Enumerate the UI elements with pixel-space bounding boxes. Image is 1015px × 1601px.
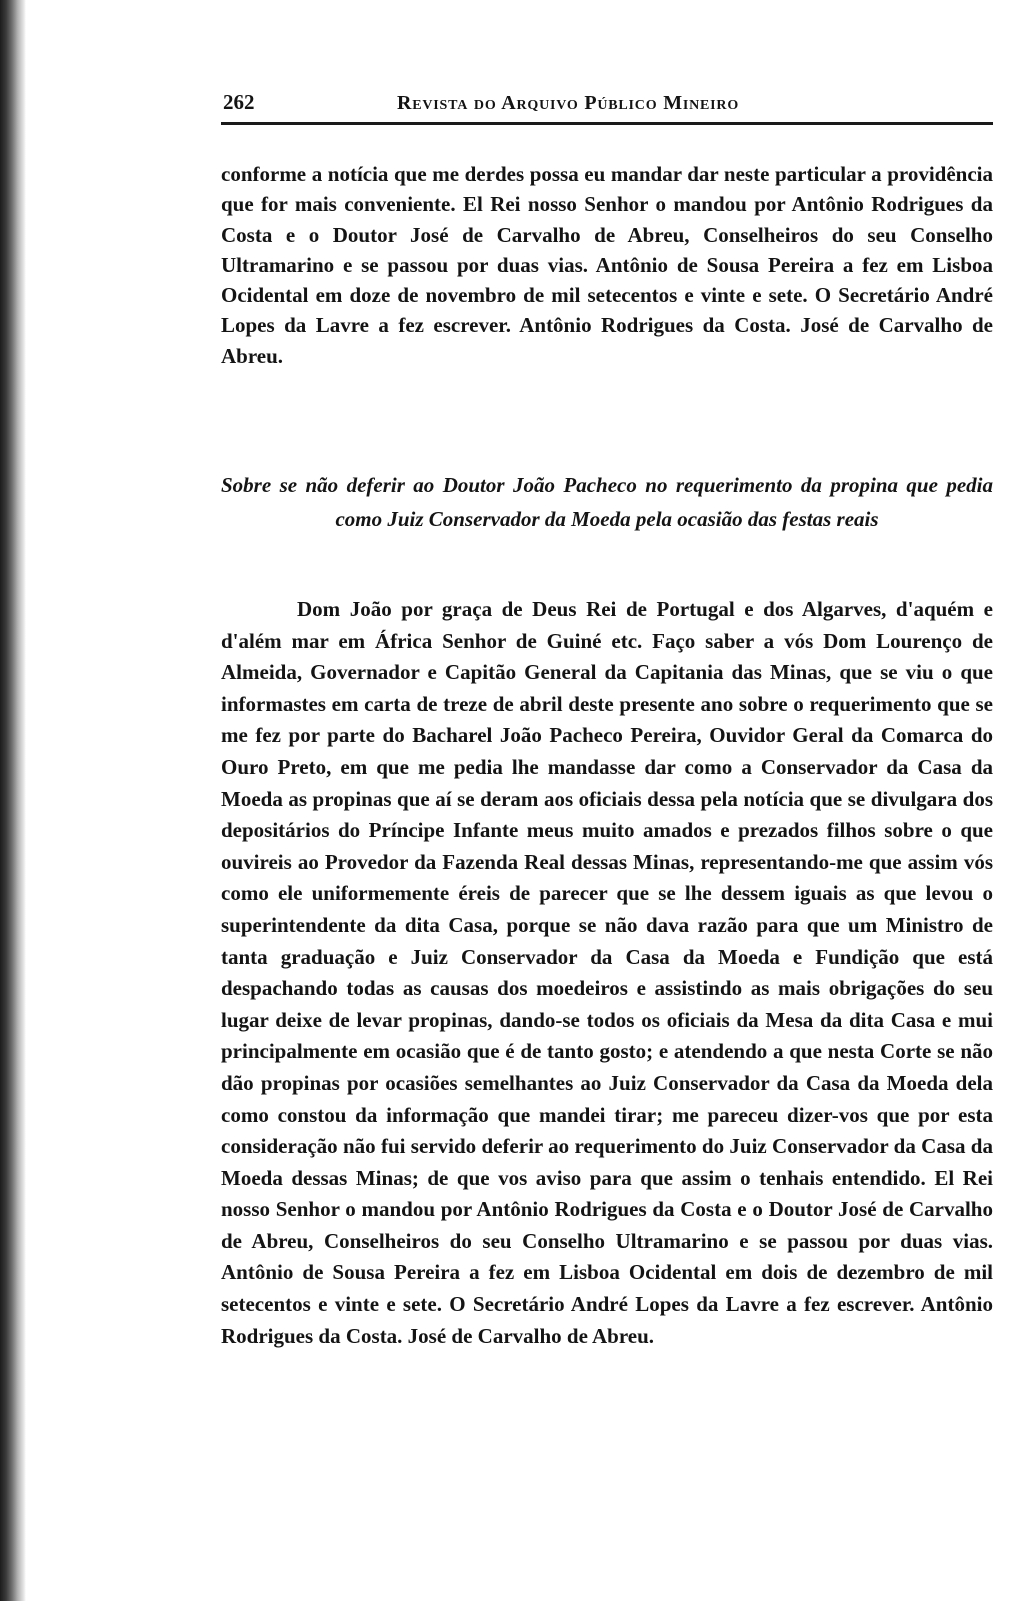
running-title: Revista do Arquivo Público Mineiro [397,92,740,114]
header-rule [221,122,993,125]
document-page [221,0,993,1601]
page-number: 262 [223,90,255,114]
letter-paragraph: Dom João por graça de Deus Rei de Portugal e dos Algarves, d'aquém e d'além mar em África Senhor de Guiné etc. Faço saber a vós Dom Lourenço de Almeida, Governador e Capitão General da Capitania das Minas, que se viu o que informastes em carta de treze de abril deste presente ano sobre o requerimento que se me fez por parte do Bacharel João Pacheco Pereira, Ouvidor Geral da Comarca do Ouro Preto, em que me pedia lhe mandasse dar como a Conservador da Casa da Moeda as propinas que aí se deram aos oficiais dessa pela notícia que se divulgara dos depositários do Príncipe Infante meus muito amados e prezados filhos sobre o que ouvireis ao Provedor da Fazenda Real dessas Minas, representando-me que assim vós como ele uniformemente éreis de parecer que se lhe dessem iguais as que levou o superintendente da dita Casa, porque se não dava razão para que um Ministro de tanta graduação e Juiz Conservador da Casa da Moeda e Fundição que está despachando todas as causas dos moedeiros e assistindo as mais obrigações do seu lugar deixe de levar propinas, dando-se todos os oficiais da Mesa da dita Casa e mui principalmente em ocasião que é de tanto gosto; e atendendo a que nesta Corte se não dão propinas por ocasiões semelhantes ao Juiz Conservador da Casa da Moeda dela como constou da informação que mandei tirar; me pareceu dizer-vos que por esta consideração não fui servido deferir ao requerimento do Juiz Conservador da Casa da Moeda dessas Minas; de que vos aviso para que assim o tenhais entendido. El Rei nosso Senhor o mandou por Antônio Rodrigues da Costa e o Doutor José de Carvalho de Abreu, Conselheiros do seu Conselho Ultramarino e se passou por duas vias. Antônio de Sousa Pereira a fez em Lisboa Ocidental em dois de dezembro de mil setecentos e vinte e sete. O Secretário André Lopes da Lavre a fez escrever. Antônio Rodrigues da Costa. José de Carvalho de Abreu. [221,597,993,1348]
section-title: Sobre se não deferir ao Doutor João Pacheco no requerimento da propina que pedia como Juiz Conservador da Moeda pela ocasião das festas reais [221,473,993,531]
book-spine-shadow [0,0,26,1601]
page-header [221,88,993,118]
continuation-paragraph: conforme a notícia que me derdes possa eu mandar dar neste particular a providência que for mais conveniente. El Rei nosso Senhor o mandou por Antônio Rodrigues da Costa e o Doutor José de Carvalho de Abreu, Conselheiros do seu Conselho Ultramarino e se passou por duas vias. Antônio de Sousa Pereira a fez em Lisboa Ocidental em doze de novembro de mil setecentos e vinte e sete. O Secretário André Lopes da Lavre a fez escrever. Antônio Rodrigues da Costa. José de Carvalho de Abreu. [221,162,993,368]
